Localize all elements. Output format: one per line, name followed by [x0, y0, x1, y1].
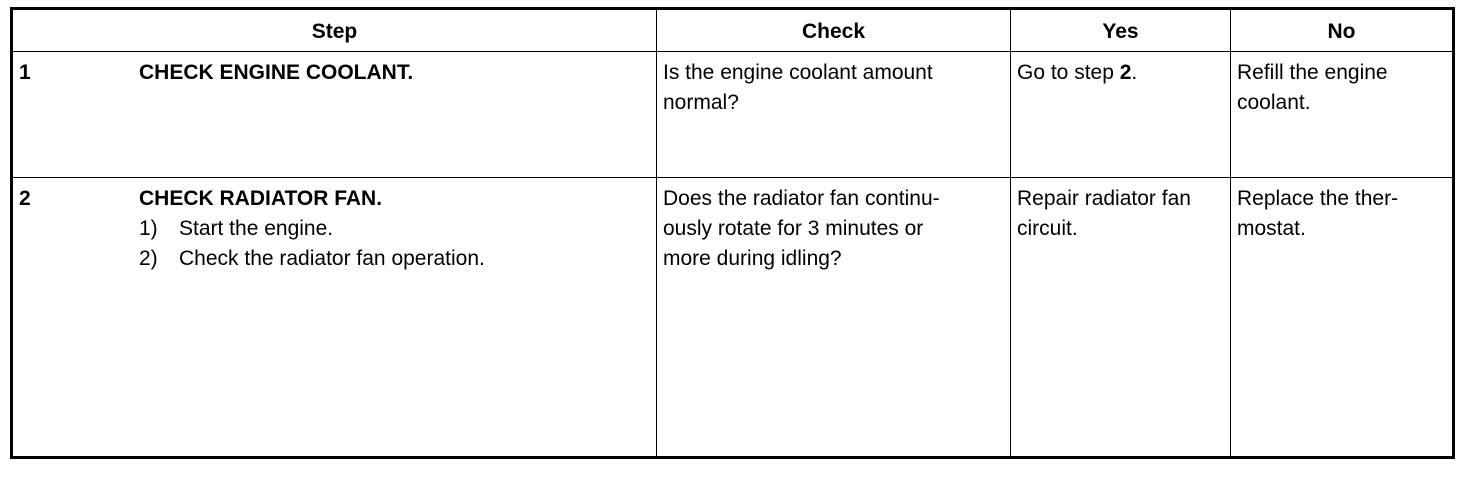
- step-title: CHECK RADIATOR FAN.: [139, 187, 383, 210]
- step-number: 1: [19, 61, 31, 84]
- substep: [139, 244, 651, 274]
- step-cell: [12, 178, 657, 458]
- step-reference: 2: [1119, 61, 1132, 84]
- header-step: Step: [12, 9, 657, 52]
- yes-line: Repair radiator fan: [1017, 187, 1191, 210]
- step-cell: [12, 52, 657, 178]
- substep-text: Check the radiator fan operation.: [179, 247, 485, 270]
- substep: [139, 214, 651, 244]
- substep-text: Start the engine.: [179, 217, 334, 240]
- yes-line: circuit.: [1017, 217, 1078, 240]
- yes-cell: [1011, 178, 1231, 458]
- header-check: Check: [657, 9, 1011, 52]
- no-cell: [1231, 52, 1454, 178]
- no-line: Replace the ther-: [1237, 187, 1399, 210]
- header-yes: Yes: [1011, 9, 1231, 52]
- check-cell: [657, 178, 1011, 458]
- check-line: Is the engine coolant amount: [663, 61, 933, 84]
- step-number: 2: [19, 187, 31, 210]
- substep-number: 2): [139, 247, 158, 270]
- yes-text: Go to step 2.: [1017, 61, 1138, 84]
- yes-cell: [1011, 52, 1231, 178]
- no-cell: [1231, 178, 1454, 458]
- check-line: normal?: [663, 91, 739, 114]
- no-line: coolant.: [1237, 91, 1311, 114]
- no-line: mostat.: [1237, 217, 1306, 240]
- check-line: Does the radiator fan continu-: [663, 187, 940, 210]
- header-row: [12, 9, 1454, 52]
- table-row: [12, 52, 1454, 178]
- no-line: Refill the engine: [1237, 61, 1388, 84]
- check-cell: [657, 52, 1011, 178]
- substep-number: 1): [139, 217, 158, 240]
- diagnostic-table: [10, 7, 1455, 459]
- table-row: [12, 178, 1454, 458]
- check-line: more during idling?: [663, 247, 842, 270]
- header-no: No: [1231, 9, 1454, 52]
- step-title: CHECK ENGINE COOLANT.: [139, 61, 414, 84]
- check-line: ously rotate for 3 minutes or: [663, 217, 924, 240]
